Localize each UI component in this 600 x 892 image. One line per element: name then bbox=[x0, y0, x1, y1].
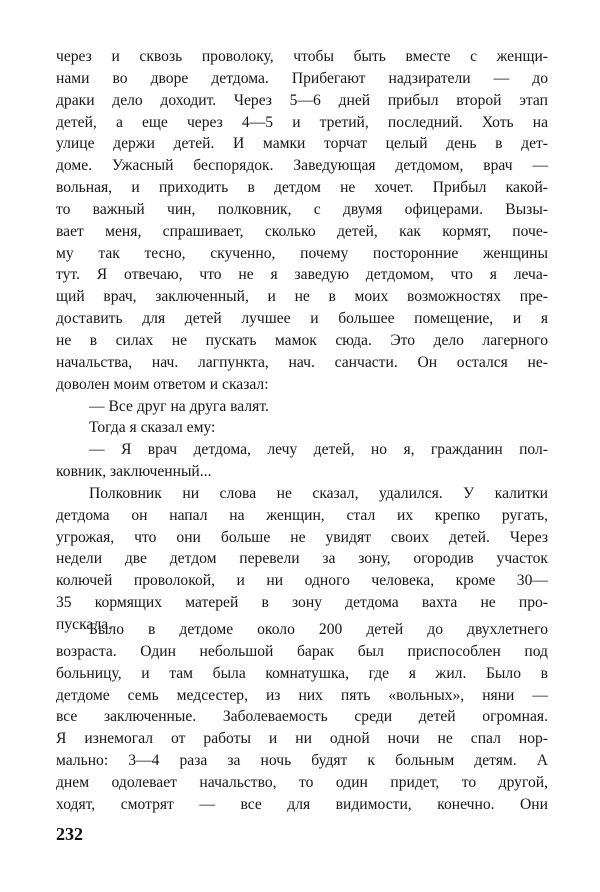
text-line: возраста. Один небольшой барак был приспособлен под bbox=[56, 642, 548, 660]
paragraph bbox=[56, 619, 548, 816]
text-line: больницу, и там была комнатушка, где я жил. Было в bbox=[56, 664, 548, 682]
text-line: нами во дворе детдома. Прибегают надзиратели — до bbox=[56, 69, 548, 87]
text-line: ходят, смотрят — все для видимости, конечно. Они bbox=[56, 795, 548, 813]
text-line: пускала. bbox=[56, 615, 113, 633]
text-line: детдома он напал на женщин, стал их крепко ругать, bbox=[56, 506, 548, 524]
text-line: доме. Ужасный беспорядок. Заведующая детдомом, врач — bbox=[56, 157, 548, 175]
text-line: щий врач, заключенный, и не в моих возможностях пре- bbox=[56, 288, 548, 306]
text-line: — Все друг на друга валят. bbox=[89, 397, 269, 415]
paragraph bbox=[56, 46, 548, 396]
paragraph bbox=[56, 417, 548, 439]
paragraph bbox=[56, 483, 548, 636]
text-line: вольная, и приходить в детдом не хочет. Прибыл какой- bbox=[56, 179, 548, 197]
dialogue-line bbox=[56, 396, 548, 418]
text-line: драки дело доходит. Через 5—6 дней прибыл второй этап bbox=[56, 91, 548, 109]
text-line: — Я врач детдома, лечу детей, но я, гражданин пол- bbox=[89, 441, 548, 459]
text-line: вает меня, спрашивает, сколько детей, как кормят, поче- bbox=[56, 222, 548, 240]
text-line: колючей проволокой, и ни одного человека, кроме 30— bbox=[56, 572, 548, 590]
text-line: мально: 3—4 раза за ночь будят к больным детям. А bbox=[56, 752, 548, 770]
text-line: детдоме семь медсестер, из них пять «вольных», няни — bbox=[56, 686, 548, 704]
text-line: улице держи детей. И мамки торчат целый день в дет- bbox=[56, 135, 548, 153]
text-line: му так тесно, скученно, почему посторонние женщины bbox=[56, 244, 548, 262]
text-line: днем одолевает начальство, то один придет, то другой, bbox=[56, 773, 548, 791]
text-line: начальства, нач. лагпункта, нач. санчасти. Он остался не- bbox=[56, 353, 548, 371]
text-line: все заключенные. Заболеваемость среди детей огромная. bbox=[56, 708, 548, 726]
text-line: доставить для детей лучшее и большее помещение, и я bbox=[56, 310, 548, 328]
text-line: то важный чин, полковник, с двумя офицерами. Вызы- bbox=[56, 200, 548, 218]
text-line: Я изнемогал от работы и ни одной ночи не спал нор- bbox=[56, 730, 548, 748]
text-line: тут. Я отвечаю, что не я заведую детдомом, что я леча- bbox=[56, 266, 548, 284]
text-line: доволен моим ответом и сказал: bbox=[56, 375, 269, 393]
text-line: через и сквозь проволоку, чтобы быть вместе с женщи- bbox=[56, 48, 548, 65]
text-line: 35 кормящих матерей в зону детдома вахта не про- bbox=[56, 594, 548, 612]
text-line: Тогда я сказал ему: bbox=[89, 419, 216, 437]
text-line: угрожая, что они больше не увидят своих детей. Через bbox=[56, 528, 548, 546]
text-line: Полковник ни слова не сказал, удалился. У калитки bbox=[89, 484, 548, 502]
text-line: недели две детдом перевели за зону, огородив участок bbox=[56, 550, 548, 568]
dialogue-line bbox=[56, 439, 548, 483]
text-line: детей, а еще через 4—5 и третий, последний. Хоть на bbox=[56, 113, 548, 131]
text-line: не в силах не пускать мамок сюда. Это дело лагерного bbox=[56, 331, 548, 349]
text-line: ковник, заключенный... bbox=[56, 463, 212, 481]
main-text-block bbox=[56, 46, 548, 636]
page-number: 232 bbox=[56, 824, 83, 844]
second-text-block bbox=[56, 619, 548, 816]
text-line: Было в детдоме около 200 детей до двухлетнего bbox=[89, 621, 548, 638]
